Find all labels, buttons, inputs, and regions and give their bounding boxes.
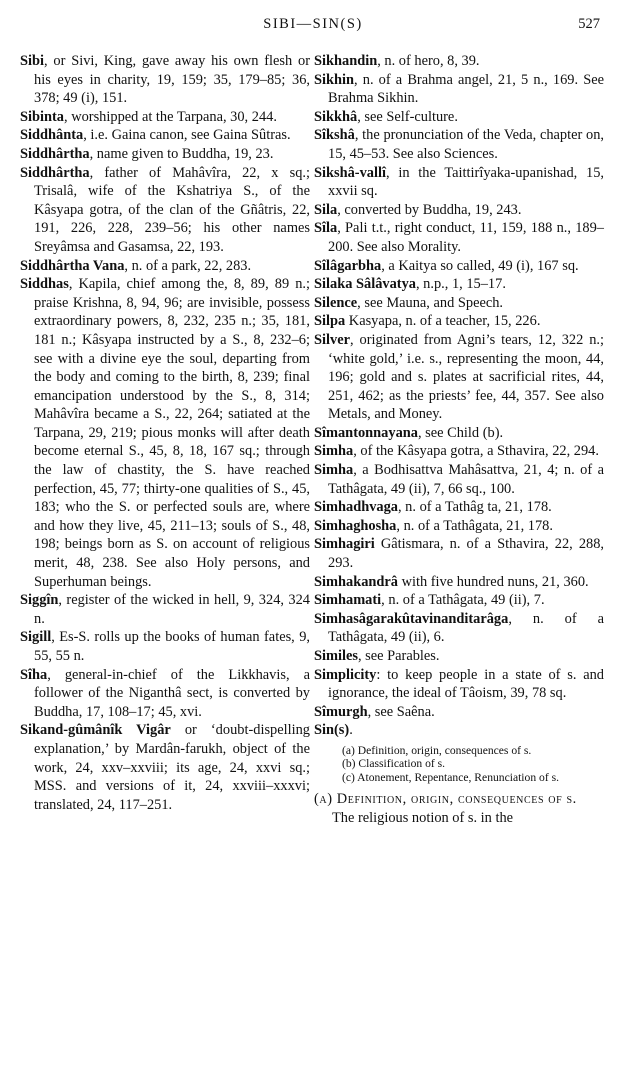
entry-headword: Sikand-gûmânîk Vigâr (20, 722, 171, 739)
entry-text: , of the Kâsyapa gotra, a Sthavira, 22, 294. (353, 443, 599, 460)
entry-text: , name given to Buddha, 19, 23. (89, 145, 274, 162)
entry-text: with five hundred nuns, 21, 360. (397, 573, 589, 590)
entry-headword: Sîla (314, 220, 338, 237)
entry-headword: Simhamati (314, 592, 382, 609)
sin-subdivision-a: (a) Definition, origin, consequences of s. (342, 743, 532, 757)
entry-text: , see Parables. (357, 648, 440, 664)
entry-text: or ‘doubt-dispelling explanation,’ by Mardân-farukh, object of the work, 24, xxv–xxviii; its age, 24, xxvi sq.; MSS. and versions of it, 24, xxviii–xxxvi; translated, 24, 117–251. (34, 722, 311, 813)
entry-headword: Sîkshâ (314, 127, 355, 144)
entry-text: , see Mauna, and Speech. (357, 294, 504, 311)
index-entry (314, 126, 604, 163)
index-entry (314, 71, 604, 108)
section-a-text: The religious notion of s. in the (332, 809, 514, 826)
entry-text: , register of the wicked in hell, 9, 324, 324 n. (34, 592, 310, 627)
entry-headword: Similes (314, 648, 358, 664)
entry-headword: Sikkhâ (314, 108, 358, 125)
index-entry (314, 219, 604, 256)
page-header (20, 16, 606, 38)
sin-subdivision-b: (b) Classification of s. (342, 757, 446, 771)
entry-text: , i.e. Gaina canon, see Gaina Sûtras. (83, 127, 291, 144)
entry-headword: Sîha (20, 666, 48, 683)
index-entry (314, 442, 604, 461)
entry-text: , see Saêna. (367, 703, 435, 720)
entry-headword: Sibi (20, 53, 45, 69)
entry-text: , in the Taittirîyaka-upanishad, 15, xxvii sq. (328, 164, 604, 200)
index-entry (20, 591, 310, 628)
index-entry (20, 628, 310, 665)
index-entry (314, 201, 604, 220)
entry-headword: Simhaghosha (314, 517, 397, 534)
entry-headword: Sila (314, 201, 338, 218)
entry-text: , n. of a Tathâg ta, 21, 178. (397, 499, 552, 516)
page-number: 527 (578, 16, 600, 32)
index-entry (314, 108, 604, 127)
entry-text: Gâtismara, n. of a Sthavira, 22, 288, 293. (328, 536, 604, 572)
index-entry (314, 666, 604, 703)
entry-text: , see Self-culture. (357, 108, 458, 125)
entry-headword: Sîlâgarbha (314, 257, 382, 274)
index-entry (20, 164, 310, 257)
entry-headword: Sikhandin (314, 53, 378, 69)
entry-text: , n. of a Brahma angel, 21, 5 n., 169. See Brahma Sikhin. (328, 71, 604, 107)
entry-headword: Silpa (314, 313, 346, 330)
entry-text: , Kapila, chief among the, 8, 89, 89 n.; praise Krishna, 8, 94, 96; are invisible, possess extraordinary powers, 8, 232, 235 n.; 35, 181, 181 n.; Kâsyapa instructed by a S., 8, 232–6; see with a divine eye the soul, departing from the body and coming to the birth, 8, 239; final emancipation understood by the S., 8, 314; Mahâvîra became a S., 22, 264; satiated at the Tarpana, 29, 219; pious monks will after death become eternal S., 45, 8, 18, 167 sq.; through the law of chastity, the S. have reached perfection, 45, 77; thirty-one qualities of S., 45, 183; who the S. or perfected souls are, where and how they live, 45, 211–13; souls of S., 48, 198; beings born as S. on account of religious merit, 48, 238. See also Holy persons, and Superhuman beings. (34, 276, 310, 590)
index-entry (20, 721, 310, 814)
entry-headword: Simhasâgarakûtavinanditarâga (314, 610, 509, 627)
index-entry (20, 108, 310, 127)
index-entry (314, 52, 604, 71)
entry-headword: Simhakandrâ (314, 573, 398, 590)
index-entry (314, 610, 604, 647)
index-entry (20, 666, 310, 722)
sin-subdivision-c: (c) Atonement, Repentance, Renunciation of s. (342, 770, 559, 784)
index-entry (20, 257, 310, 276)
entry-headword: Simhagiri (314, 536, 375, 553)
entry-headword: Silaka Sâlâvatya (314, 276, 416, 293)
entry-headword: Silence (314, 294, 358, 311)
index-entry (314, 312, 604, 331)
index-entry (20, 52, 310, 108)
entry-headword: Siddhârtha (20, 164, 90, 181)
entry-headword: Siggîn (20, 592, 59, 609)
entry-headword: Siddhârtha (20, 145, 90, 162)
entry-text: , n. of a park, 22, 283. (124, 257, 252, 274)
entry-headword: Simhadhvaga (314, 499, 398, 516)
entry-text: , or Sivi, King, gave away his own flesh or his eyes in charity, 19, 159; 35, 179–85; 36, 378; 49 (i), 151. (34, 53, 310, 107)
entry-text: , n. of a Tathâgata, 21, 178. (396, 517, 553, 534)
entry-headword: Siddhârtha Vana (20, 257, 125, 274)
entry-headword: Sin(s) (314, 722, 350, 739)
index-entry (20, 145, 310, 164)
section-a-heading: (a) Definition, origin, consequences of s. (314, 791, 577, 808)
right-column-entries (314, 52, 604, 740)
entry-headword: Sigill (20, 629, 52, 646)
entry-headword: Siddhas (20, 276, 69, 293)
index-entry (314, 573, 604, 592)
entry-headword: Sibinta (20, 108, 64, 125)
index-entry (314, 498, 604, 517)
right-column (314, 52, 604, 827)
index-entry (314, 275, 604, 294)
index-entry (314, 535, 604, 572)
entry-headword: Sîmurgh (314, 703, 368, 720)
index-entry (314, 591, 604, 610)
index-entry (314, 424, 604, 443)
entry-headword: Silver (314, 331, 350, 348)
entry-text: , n. of hero, 8, 39. (377, 53, 480, 69)
entry-text: , n. of a Tathâgata, 49 (ii), 6. (328, 610, 604, 646)
entry-headword: Sîmantonnayana (314, 424, 418, 441)
entry-text: , Es-S. rolls up the books of human fates, 9, 55, 55 n. (34, 629, 310, 664)
entry-headword: Simha (314, 462, 354, 479)
sin-subdivision-list (342, 744, 604, 784)
entry-headword: Siddhânta (20, 127, 84, 144)
left-column (20, 52, 310, 814)
index-entry (314, 331, 604, 424)
entry-text: , originated from Agni’s tears, 12, 322 n.; ‘white gold,’ i.e. s., representing the moon, 44, 196; gold and s. plates at sacrificial rites, 44, 251, 462; as the priests’ fee, 44, 357. See also Metals, and Money. (328, 331, 604, 423)
index-entry (314, 647, 604, 666)
entry-text: , a Kaitya so called, 49 (i), 167 sq. (381, 257, 579, 274)
entry-text: , the pronunciation of the Veda, chapter on, 15, 45–53. See also Sciences. (328, 127, 604, 162)
entry-headword: Simplicity (314, 666, 377, 683)
entry-text: , see Child (b). (417, 424, 504, 441)
index-entry (20, 126, 310, 145)
entry-text: . (349, 722, 353, 739)
entry-text: , general-in-chief of the Likkhavis, a follower of the Niganthâ sect, is converted by Buddha, 17, 108–17; 45, xvi. (34, 666, 310, 720)
entry-text: , Pali t.t., right conduct, 11, 159, 188 n., 189–200. See also Morality. (328, 220, 604, 255)
entry-text: : to keep people in a state of s. and ignorance, the ideal of Tâoism, 39, 78 sq. (328, 666, 604, 702)
entry-text: , n.p., 1, 15–17. (415, 276, 506, 293)
entry-text: , a Bodhisattva Mahâsattva, 21, 4; n. of a Tathâgata, 49 (ii), 7, 66 sq., 100. (328, 462, 604, 497)
index-entry (314, 294, 604, 313)
entry-text: , father of Mahâvîra, 22, x sq.; Trisalâ, wife of the Kshatriya S., of the Kâsyapa gotra, of the clan of the Gñâtris, 22, 191, 226, 228, 239–56; his other names Sreyâmsa and Gasamsa, 22, 193. (34, 164, 310, 255)
running-head: SIBI—SIN(S) (263, 16, 363, 32)
entry-headword: Simha (314, 443, 354, 460)
index-entry (314, 721, 604, 740)
entry-text: , n. of a Tathâgata, 49 (ii), 7. (381, 592, 545, 609)
entry-headword: Sikhin (314, 71, 355, 88)
index-entry (20, 275, 310, 591)
entry-text: , converted by Buddha, 19, 243. (337, 201, 522, 218)
entry-headword: Sikshâ-vallî (314, 164, 386, 181)
entry-text: , worshipped at the Tarpana, 30, 244. (64, 108, 277, 125)
index-entry (314, 517, 604, 536)
entry-text: Kasyapa, n. of a teacher, 15, 226. (345, 313, 541, 330)
index-entry (314, 257, 604, 276)
index-entry (314, 703, 604, 722)
index-entry (314, 461, 604, 498)
index-entry (314, 164, 604, 201)
